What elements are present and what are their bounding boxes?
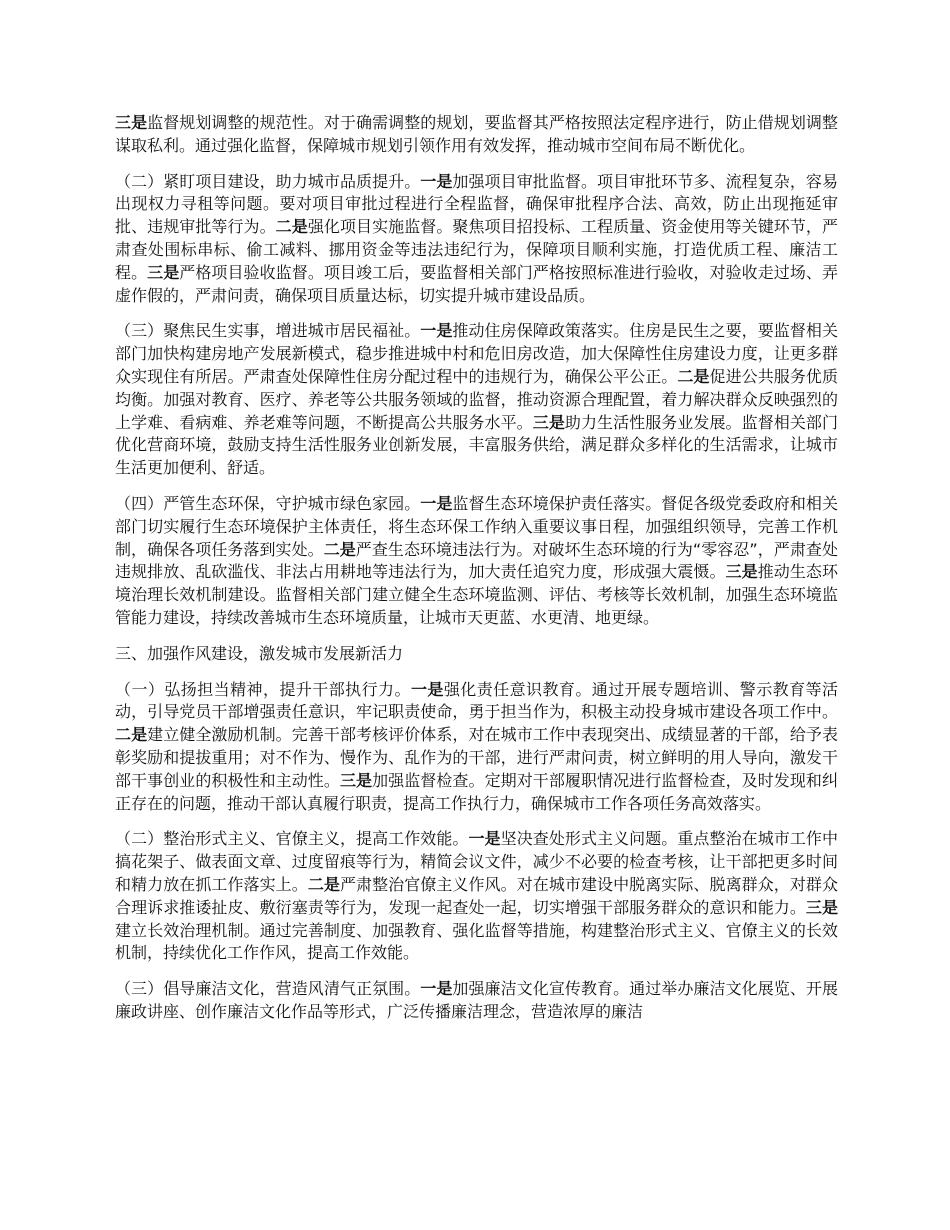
ordinal-marker: 一是 <box>420 979 453 999</box>
ordinal-marker: 一是 <box>420 321 453 341</box>
paragraph-text: （二）整治形式主义、官僚主义，提高工作效能。 <box>115 829 469 849</box>
ordinal-marker: 一是 <box>468 829 501 849</box>
ordinal-marker: 三是 <box>805 897 838 917</box>
ordinal-marker: 一是 <box>410 679 444 699</box>
paragraph <box>115 679 838 816</box>
ordinal-marker: 一是 <box>420 171 453 191</box>
paragraph <box>115 320 838 480</box>
paragraph-text: 加强廉洁文化宣传教育。通过举办廉洁文化展览、开展廉政讲座、创作廉洁文化作品等形式，广泛传播廉洁理念，营造浓厚的廉洁 <box>115 979 838 1021</box>
paragraph-text: 坚决查处形式主义问题。重点整治在城市工作中搞花架子、做表面文章、过度留痕等行为，精简会议文件，减少不必要的检查考核，让干部把更多时间和精力放在抓工作落实上。 <box>115 829 838 894</box>
paragraph-text: 强化责任意识教育。通过开展专题培训、警示教育等活动，引导党员干部增强责任意识，牢记职责使命，勇于担当作为，积极主动投身城市建设各项工作中。 <box>115 679 838 722</box>
ordinal-marker: 二是 <box>323 539 356 559</box>
paragraph <box>115 493 838 630</box>
paragraph-text: 监督规划调整的规范性。对于确需调整的规划，要监督其严格按照法定程序进行，防止借规划调整谋取私利。通过强化监督，保障城市规划引领作用有效发挥，推动城市空间布局不断优化。 <box>115 113 838 155</box>
paragraph-text: 严格项目验收监督。项目竣工后，要监督相关部门严格按照标准进行验收，对验收走过场、弄虚作假的，严肃问责，确保项目质量达标，切实提升城市建设品质。 <box>115 262 838 305</box>
paragraph-text: （三）聚焦民生实事，增进城市居民福祉。 <box>115 321 421 341</box>
paragraph <box>115 112 838 158</box>
paragraph-text: 建立健全激励机制。完善干部考核评价体系，对在城市工作中表现突出、成绩显著的干部，给予表彰奖励和提拔重用；对不作为、慢作为、乱作为的干部，进行严肃问责，树立鲜明的用人导向，激发干部干事创业的积极性和主动性。 <box>115 725 838 790</box>
ordinal-marker: 三是 <box>532 412 565 432</box>
document-body <box>115 112 838 1024</box>
paragraph-text: 严查生态环境违法行为。对破坏生态环境的行为“零容忍”，严肃查处违规排放、乱砍滥伐、非法占用耕地等违法行为，加大责任追究力度，形成强大震慑。 <box>115 539 838 582</box>
ordinal-marker: 二是 <box>115 725 148 745</box>
ordinal-marker: 一是 <box>420 493 453 513</box>
paragraph-text: 推动住房保障政策落实。住房是民生之要，要监督相关部门加快构建房地产发展新模式，稳步推进城中村和危旧房改造，加大保障性住房建设力度，让更多群众实现住有所居。严肃查处保障性住房分配过程中的违规行为，确保公平公正。 <box>115 321 838 386</box>
ordinal-marker: 二是 <box>677 366 710 386</box>
paragraph-text: （一）弘扬担当精神，提升干部执行力。 <box>115 679 411 699</box>
ordinal-marker: 三是 <box>725 562 758 582</box>
paragraph-text: 加强监督检查。定期对干部履职情况进行监督检查，及时发现和纠正存在的问题，推动干部认真履行职责，提高工作执行力，确保城市工作各项任务高效落实。 <box>115 770 838 813</box>
paragraph <box>115 978 838 1024</box>
ordinal-marker: 三是 <box>339 770 373 790</box>
paragraph-text: 三、加强作风建设，激发城市发展新活力 <box>115 643 404 663</box>
paragraph <box>115 171 838 308</box>
paragraph-text: 强化项目实施监督。聚焦项目招投标、工程质量、资金使用等关键环节，严肃查处围标串标、偷工减料、挪用资金等违法违纪行为，保障项目顺利实施，打造优质工程、廉洁工程。 <box>115 217 838 282</box>
paragraph-text: 严肃整治官僚主义作风。对在城市建设中脱离实际、脱离群众，对群众合理诉求推诿扯皮、敷衍塞责等行为，发现一起查处一起，切实增强干部服务群众的意识和能力。 <box>115 874 838 917</box>
ordinal-marker: 三是 <box>115 113 148 132</box>
paragraph-text: 促进公共服务优质均衡。加强对教育、医疗、养老等公共服务领域的监督，推动资源合理配置，着力解决群众反映强烈的上学难、看病难、养老难等问题，不断提高公共服务水平。 <box>115 366 838 432</box>
ordinal-marker: 二是 <box>307 874 340 894</box>
paragraph-text: （二）紧盯项目建设，助力城市品质提升。 <box>115 171 421 191</box>
paragraph-text: 建立长效治理机制。通过完善制度、加强教育、强化监督等措施，构建整治形式主义、官僚主义的长效机制，持续优化工作作风，提高工作效能。 <box>115 920 838 963</box>
paragraph <box>115 828 838 965</box>
paragraph-text: 推动生态环境治理长效机制建设。监督相关部门建立健全生态环境监测、评估、考核等长效机制，加强生态环境监管能力建设，持续改善城市生态环境质量，让城市天更蓝、水更清、地更绿。 <box>115 562 838 627</box>
section-heading <box>115 643 838 666</box>
paragraph-text: （三）倡导廉洁文化，营造风清气正氛围。 <box>115 979 421 999</box>
ordinal-marker: 三是 <box>147 262 180 282</box>
paragraph-text: （四）严管生态环保，守护城市绿色家园。 <box>115 493 421 513</box>
paragraph-text: 加强项目审批监督。项目审批环节多、流程复杂，容易出现权力寻租等问题。要对项目审批过程进行全程监督，确保审批程序合法、高效，防止出现拖延审批、违规审批等行为。 <box>115 171 838 237</box>
paragraph-text: 助力生活性服务业发展。监督相关部门优化营商环境，鼓励支持生活性服务业创新发展，丰富服务供给，满足群众多样化的生活需求，让城市生活更加便利、舒适。 <box>115 412 838 478</box>
ordinal-marker: 二是 <box>275 217 308 237</box>
paragraph-text: 监督生态环境保护责任落实。督促各级党委政府和相关部门切实履行生态环境保护主体责任，将生态环保工作纳入重要议事日程，加强组织领导，完善工作机制，确保各项任务落到实处。 <box>115 493 838 559</box>
